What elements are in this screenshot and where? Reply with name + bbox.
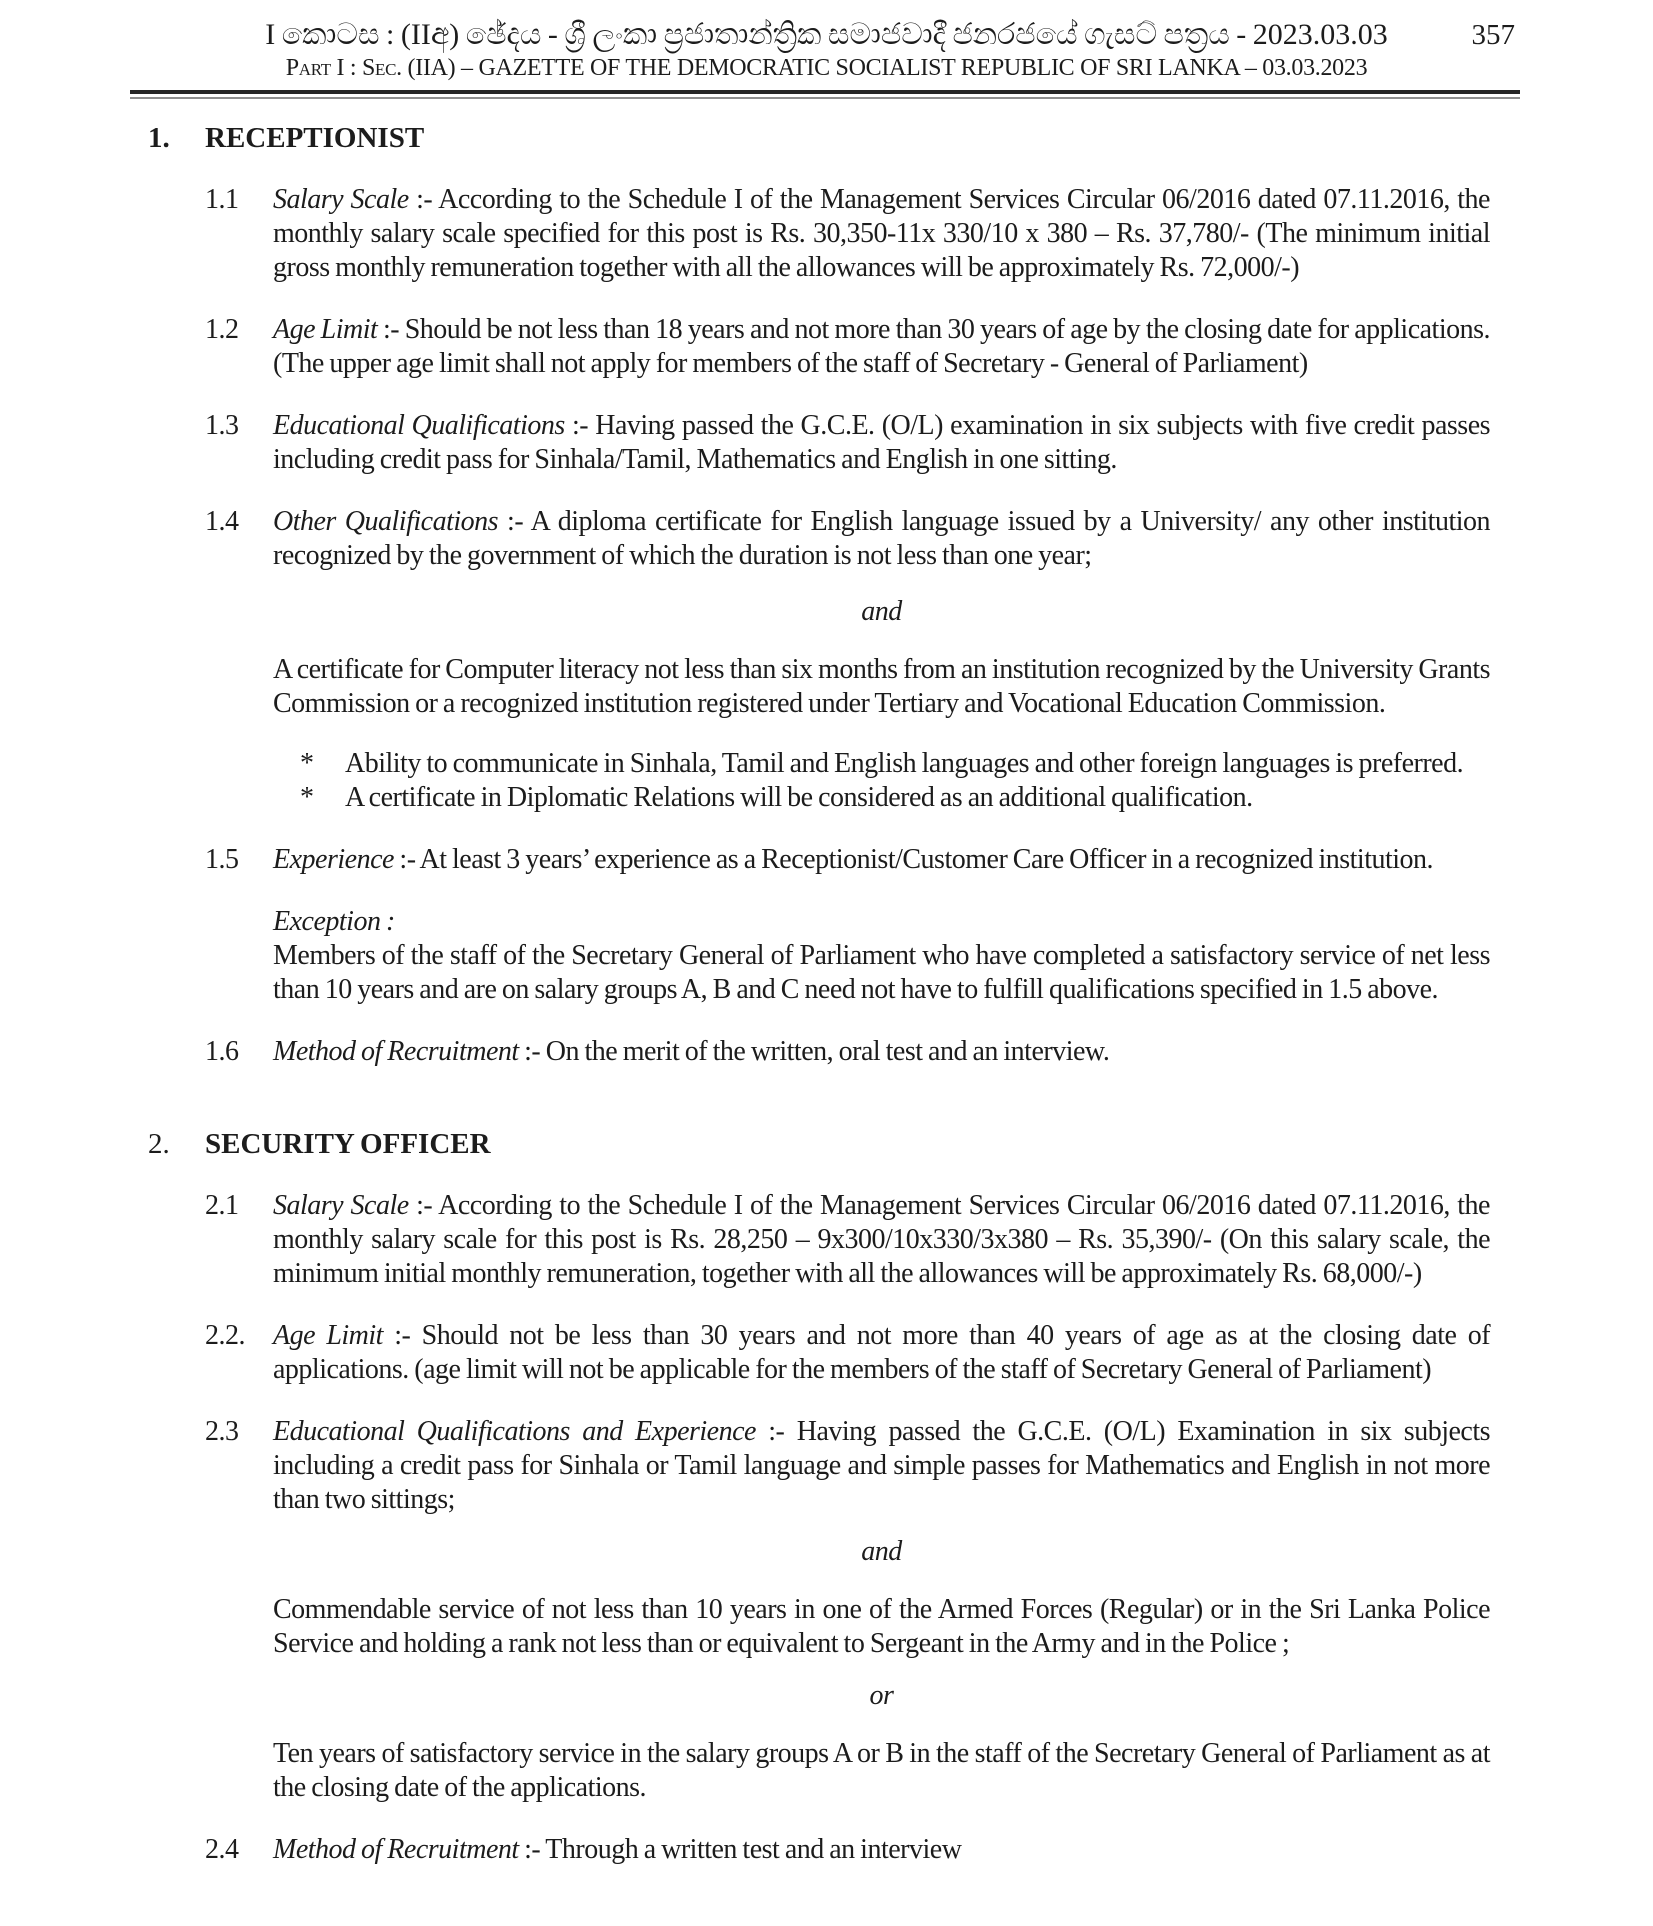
asterisk-marker: * [300,748,314,779]
clause-body [273,1035,1490,1069]
section-security-officer [0,1127,1653,1867]
clause-separator: :- [507,506,524,537]
clause-separator: :- [571,410,589,441]
clause-item [205,505,1490,573]
clause-body [273,1415,1490,1517]
clause-label: Other Qualifications [273,506,499,537]
clause-separator: :- [524,1036,541,1067]
clause-text: Through a written test and an interview [545,1834,962,1865]
clause-number: 1.1 [205,184,239,215]
clause-label: Salary Scale [273,1190,409,1221]
clause-separator: :- [524,1834,541,1865]
clause-label: Educational Qualifications [273,410,565,441]
clause-text: According to the Schedule I of the Management Services Circular 06/2016 dated 07.11.2016, the monthly salary scale for this post is Rs. 28,250 – 9x300/10x330/3x380 – Rs. 35,390/- (On this salary scale, the minimum initial monthly remuneration, together with all the allowances will be approximately Rs. 68,000/-) [273,1190,1490,1289]
header-rule [130,90,1520,99]
clause-body [273,1833,1490,1867]
section-receptionist [0,121,1653,1069]
clause-label: Age Limit [273,314,378,345]
clause-number: 1.6 [205,1036,239,1067]
clause-text: Having passed the G.C.E. (O/L) Examination in six subjects including a credit pass for Sinhala or Tamil language and simple passes for Mathematics and English in not more than two sittings; [273,1416,1491,1515]
connector-word: and [861,596,902,627]
clause-number: 1.5 [205,844,239,875]
connector-word: or [869,1680,894,1711]
bullet-text: A certificate in Diplomatic Relations will be considered as an additional qualification. [345,782,1253,813]
clause-body [273,183,1490,285]
clause-item [205,1415,1490,1517]
clause-body [273,505,1490,573]
clause-text: Having passed the G.C.E. (O/L) examination in six subjects with five credit passes including credit pass for Sinhala/Tamil, Mathematics and English in one sitting. [273,410,1491,475]
clause-separator: :- [382,314,400,345]
clause-text: Should be not less than 18 years and not more than 30 years of age by the closing date for applications. (The upper age limit shall not apply for members of the staff of Secretary - General of Parliament) [273,314,1491,379]
paragraph: Members of the staff of the Secretary General of Parliament who have completed a satisfactory service of net less than 10 years and are on salary groups A, B and C need not have to fulfill qualifications specified in 1.5 above. [273,940,1490,1005]
clause-number: 1.3 [205,410,239,441]
clause-body [273,843,1490,877]
bullet-text: Ability to communicate in Sinhala, Tamil and English languages and other foreign languages is preferred. [345,748,1464,779]
clause-text: A diploma certificate for English language issued by a University/ any other institution recognized by the government of which the duration is not less than one year; [273,506,1491,571]
clause-body [273,409,1490,477]
clause-body [273,313,1490,381]
clause-separator: :- [394,1320,411,1351]
clause-number: 2.1 [205,1190,239,1221]
clause-label: Method of Recruitment [273,1036,519,1067]
clause-separator: :- [399,844,416,875]
connector-word: and [861,1536,902,1567]
gazette-title-english: Part I : Sec. (IIA) – GAZETTE OF THE DEMOCRATIC SOCIALIST REPUBLIC OF SRI LANKA – 03.03.2023 [285,55,1368,81]
section-title-text: SECURITY OFFICER [205,1128,491,1160]
section-title-text: RECEPTIONIST [205,122,425,154]
clause-text: At least 3 years’ experience as a Receptionist/Customer Care Officer in a recognized institution. [419,844,1434,875]
clause-separator: :- [768,1416,785,1447]
clause-number: 2.4 [205,1834,239,1865]
bullet-item [300,747,1490,781]
subheading-exception: Exception : [273,906,395,937]
clause-number: 2.2. [205,1320,245,1351]
clause-text: According to the Schedule I of the Management Services Circular 06/2016 dated 07.11.2016, the monthly salary scale specified for this post is Rs. 30,350-11x 330/10 x 380 – Rs. 37,780/- (The minimum initial gross monthly remuneration together with all the allowances will be approximately Rs. 72,000/-) [273,184,1490,283]
section-heading [148,1127,1490,1161]
clause-text: On the merit of the written, oral test and an interview. [545,1036,1110,1067]
paragraph: Commendable service of not less than 10 years in one of the Armed Forces (Regular) or in the Sri Lanka Police Service and holding a rank not less than or equivalent to Sergeant in the Army and in the Police ; [273,1594,1490,1659]
bullet-item [300,781,1490,815]
clause-item [205,1035,1490,1069]
clause-label: Salary Scale [273,184,409,215]
clause-item [205,1319,1490,1387]
paragraph: A certificate for Computer literacy not less than six months from an institution recognized by the University Grants Commission or a recognized institution registered under Tertiary and Vocational Education Commission. [273,654,1490,719]
section-number: 1. [148,122,170,154]
clause-label: Method of Recruitment [273,1834,519,1865]
clause-number: 1.4 [205,506,239,537]
clause-number: 2.3 [205,1416,239,1447]
clause-item [205,183,1490,285]
clause-label: Age Limit [273,1320,383,1351]
gazette-title-sinhala: I කොටස : (IIඅ) ඡේදය - ශ්‍රී ලංකා ප්‍රජාතාන්ත්‍රික සමාජවාදී ජනරජයේ ගැසට් පත්‍රය - 2023.03.03 [265,18,1388,51]
asterisk-marker: * [300,782,314,813]
clause-separator: :- [416,1190,433,1221]
bullet-list [300,747,1490,815]
clause-item [205,409,1490,477]
clause-body [273,1189,1490,1291]
clause-item [205,1833,1490,1867]
clause-item [205,1189,1490,1291]
page-header [0,0,1653,82]
paragraph: Ten years of satisfactory service in the salary groups A or B in the staff of the Secretary General of Parliament as at the closing date of the applications. [273,1738,1490,1803]
page-number: 357 [1471,19,1515,51]
clause-number: 1.2 [205,314,239,345]
clause-text: Should not be less than 30 years and not more than 40 years of age as at the closing date of applications. (age limit will not be applicable for the members of the staff of Secretary General of Parliament) [273,1320,1491,1385]
clause-item [205,843,1490,877]
clause-label: Experience [273,844,394,875]
section-heading [148,121,1490,155]
clause-label: Educational Qualifications and Experience [273,1416,756,1447]
clause-separator: :- [416,184,433,215]
section-number: 2. [148,1128,170,1160]
clause-item [205,313,1490,381]
clause-body [273,1319,1490,1387]
